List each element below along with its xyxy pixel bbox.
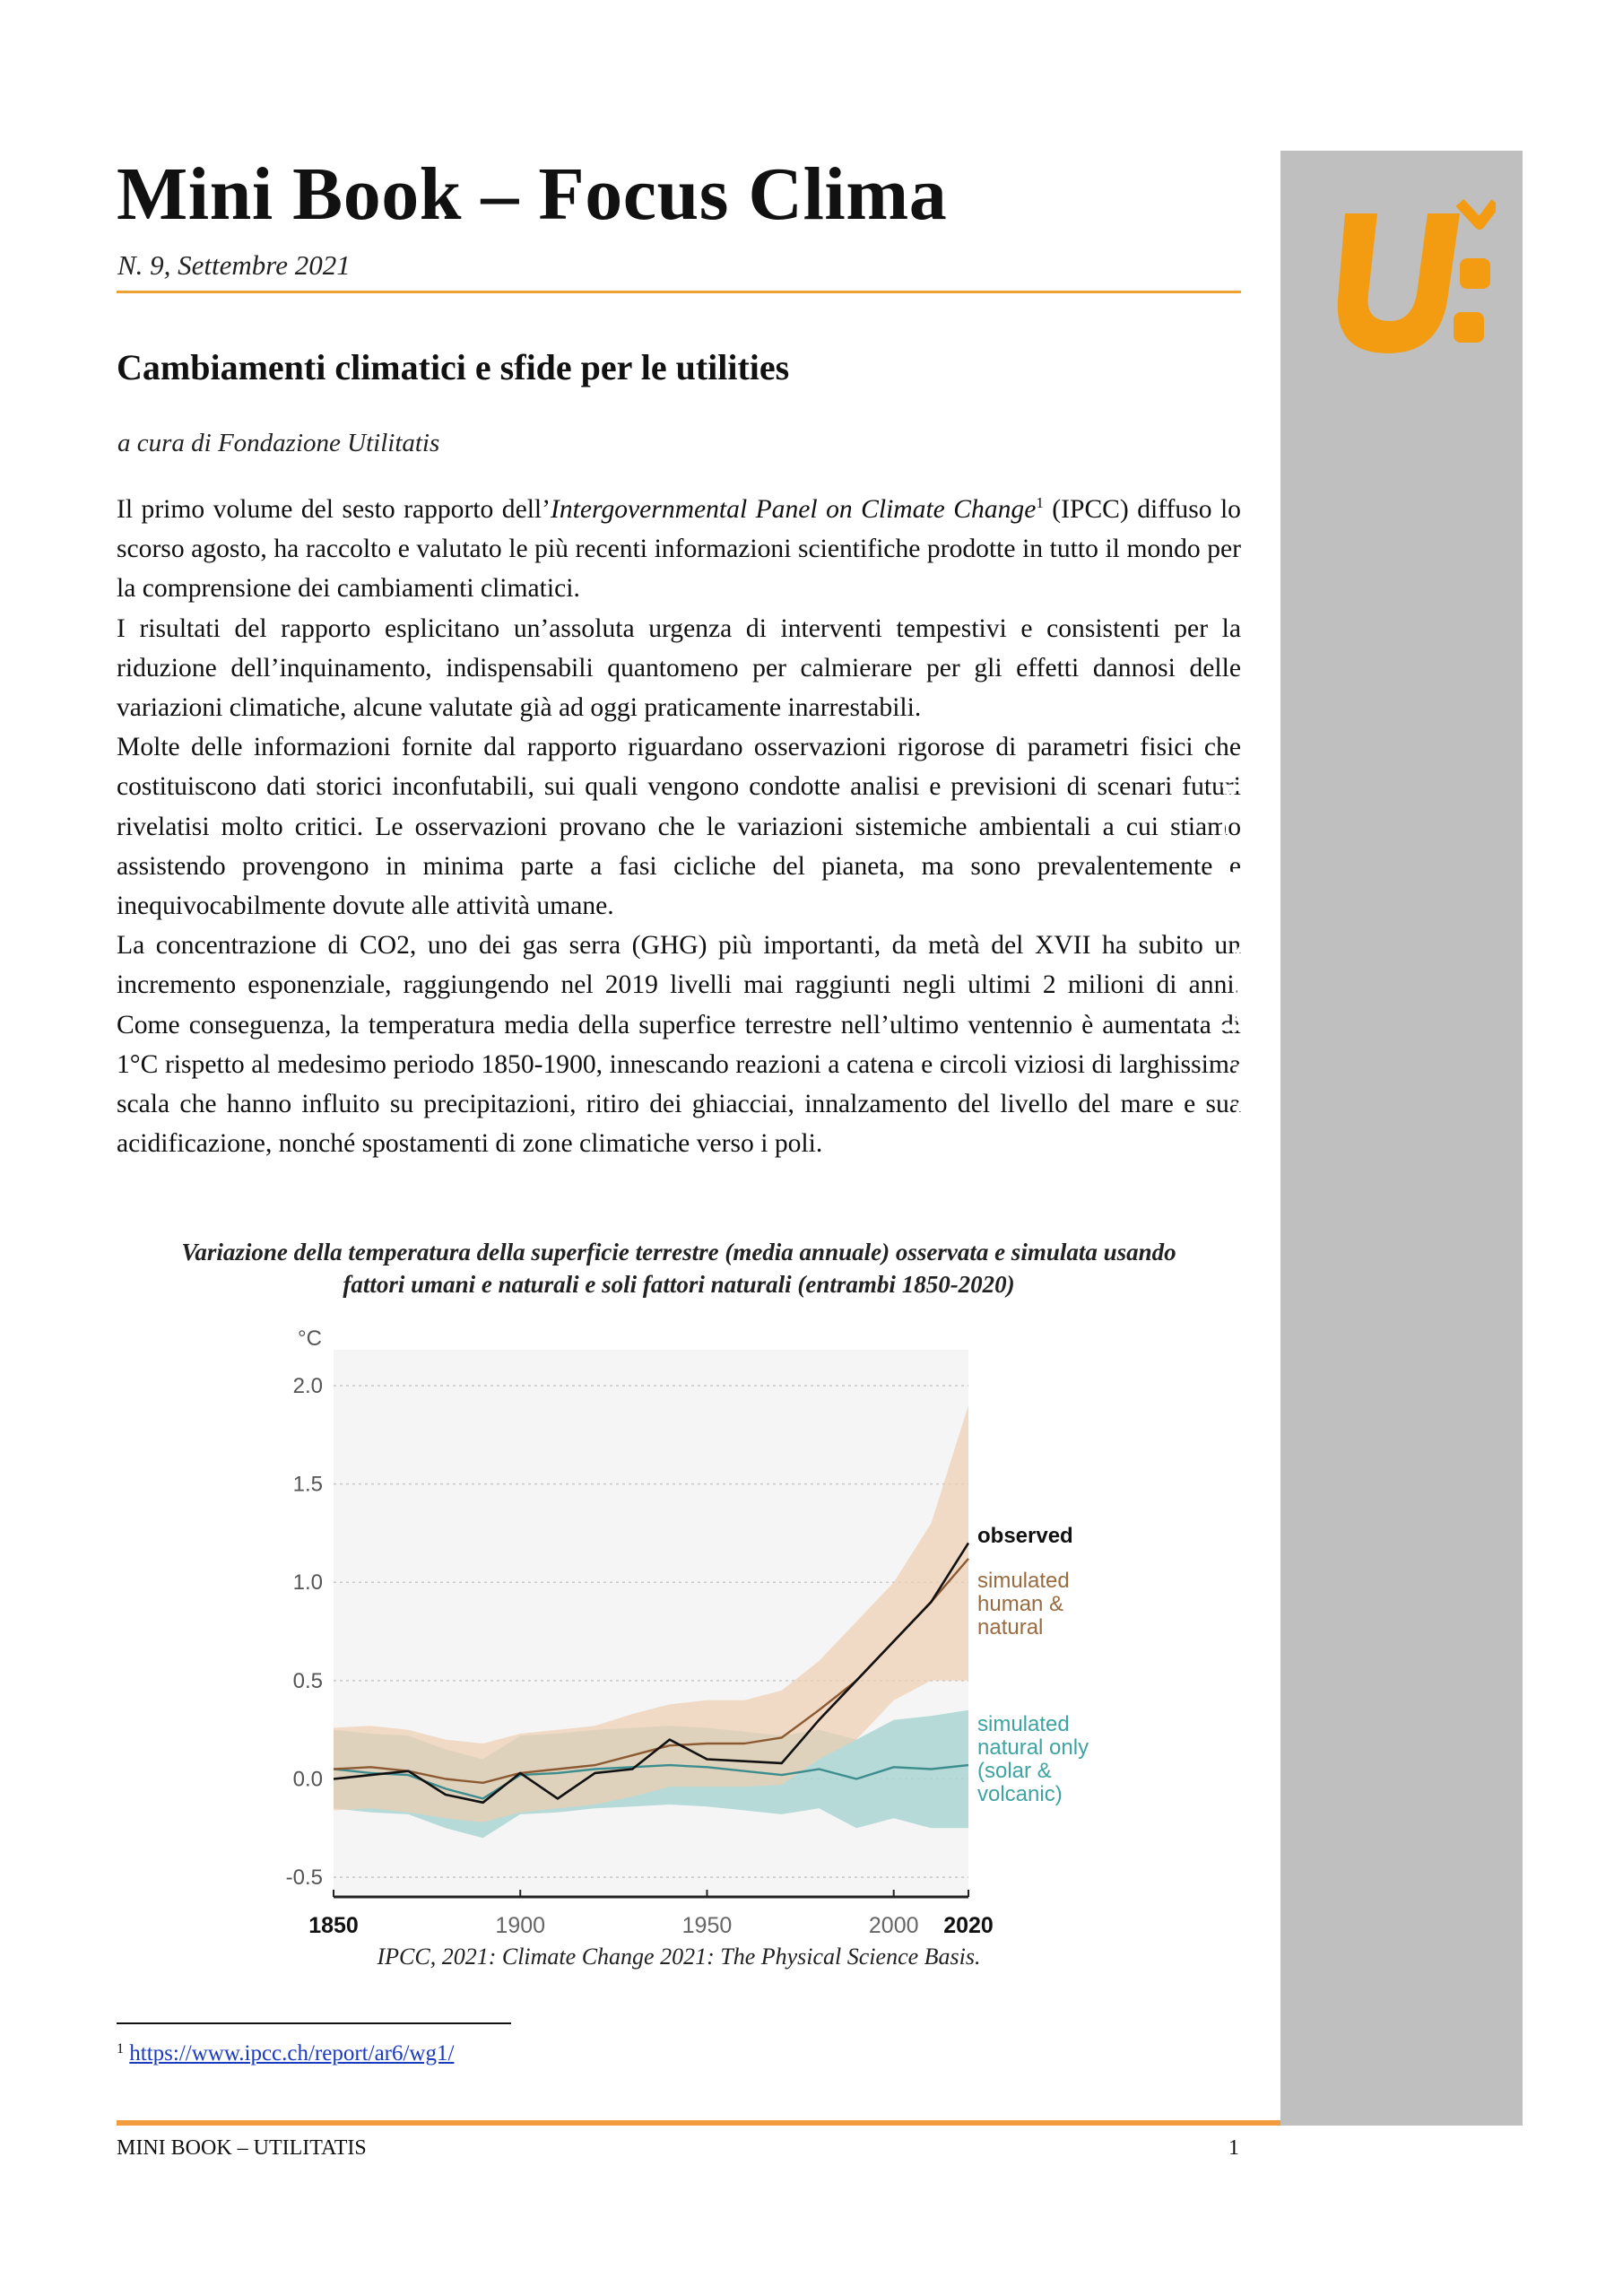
figure-caption: Variazione della temperatura della superficie terrestre (media annuale) osservata e simulata usando fattori umani e naturali e soli fattori naturali (entrambi 1850-2020): [181, 1239, 1176, 1298]
y-tick-label: 0.5: [292, 1668, 323, 1693]
temperature-chart: [269, 1305, 1112, 1933]
paragraph-4: La concentrazione di CO2, uno dei gas serra (GHG) più importanti, da metà del XVII ha subito un incremento esponenziale, raggiungendo nel 2019 livelli mai raggiunti negli ultimi 2 milioni di anni. Come conseguenza, la temperatura media della superfice terrestre nell’ultimo ventennio è aumentata di 1°C rispetto al medesimo periodo 1850-1900, innescando reazioni a catena e circoli viziosi di larghissima scala che hanno influito su precipitazioni, ritiro dei ghiacciai, innalzamento del livello del mare e sua acidificazione, nonché spostamenti di zone climatiche verso i poli.: [117, 931, 1241, 1159]
legend-label: (solar &: [977, 1759, 1052, 1783]
ipcc-name: Intergovernmental Panel on Climate Change: [551, 495, 1037, 524]
issue-number: N. 9, Settembre 2021: [117, 249, 351, 281]
y-tick-label: 0.0: [292, 1767, 323, 1792]
y-tick-label: 2.0: [292, 1374, 323, 1398]
x-tick-label: 2000: [868, 1913, 919, 1933]
legend-label: natural only: [977, 1735, 1089, 1760]
page-number: 1: [1228, 2136, 1239, 2160]
sidebar-band: [1139, 151, 1523, 2126]
paragraph-2: I risultati del rapporto esplicitano un’assoluta urgenza di interventi tempestivi e consistenti per la riduzione dell’inquinamento, indispensabili quantomeno per calmierare per gli effetti dannosi delle variazioni climatiche, alcune valutate già ad oggi praticamente inarrestabili.: [117, 613, 1241, 723]
x-tick-label: 1850: [308, 1913, 359, 1933]
y-tick-label: -0.5: [285, 1866, 323, 1891]
footnote-link[interactable]: https://www.ipcc.ch/report/ar6/wg1/: [129, 2041, 455, 2066]
paragraph-1: Il primo volume del sesto rapporto dell’Intergovernmental Panel on Climate Change$^1$ (IPCC) diffuso lo scorso agosto, ha raccolto e valutato le più recenti informazioni scientifiche prodotte in tutto il mondo per la comprensione dei cambiamenti climatici.: [117, 494, 1241, 604]
legend-label: natural: [977, 1615, 1044, 1639]
legend-label: human &: [977, 1592, 1064, 1616]
footnote-ref[interactable]: 1: [1036, 494, 1044, 511]
x-tick-label: 1900: [495, 1913, 546, 1933]
x-tick-label: 1950: [681, 1913, 733, 1933]
byline: a cura di Fondazione Utilitatis: [117, 429, 440, 457]
x-tick-label: 2020: [943, 1913, 994, 1933]
legend-label: simulated: [977, 1712, 1070, 1736]
y-tick-label: 1.0: [292, 1570, 323, 1596]
footer-rule: [117, 2120, 1282, 2126]
utilitatis-logo-icon: [1325, 187, 1496, 375]
y-axis-label: °C: [298, 1326, 322, 1351]
legend-label: simulated: [977, 1569, 1070, 1593]
header-rule: [117, 291, 1241, 293]
article-title: Cambiamenti climatici e sfide per le utilities: [117, 347, 790, 387]
footnote: $^1$ https://www.ipcc.ch/report/ar6/wg1/: [117, 2041, 455, 2066]
footer-label: MINI BOOK – UTILITATIS: [117, 2136, 367, 2160]
document-title: Mini Book – Focus Clima: [117, 152, 948, 236]
y-tick-label: 1.5: [292, 1472, 323, 1497]
paragraph-3: Molte delle informazioni fornite dal rapporto riguardano osservazioni rigorose di parametri fisici che costituiscono dati storici inconfutabili, sui quali vengono condotte analisi e previsioni di scenari futuri rivelatisi molto critici. Le osservazioni provano che le variazioni sistemiche ambientali a cui stiamo assistendo provengono in minima parte a fasi cicliche del pianeta, ma sono prevalentemente e inequivocabilmente dovute alle attività umane.: [117, 733, 1241, 921]
article-body: [117, 490, 1241, 1163]
footnote-rule: [117, 2022, 511, 2024]
figure-source: IPCC, 2021: Climate Change 2021: The Physical Science Basis.: [377, 1944, 981, 1970]
legend-label: volcanic): [977, 1782, 1063, 1806]
sidebar-vertical-title: MINI BOOKSettembre 2021: [1139, 770, 1304, 2081]
legend-label: observed: [977, 1524, 1073, 1548]
